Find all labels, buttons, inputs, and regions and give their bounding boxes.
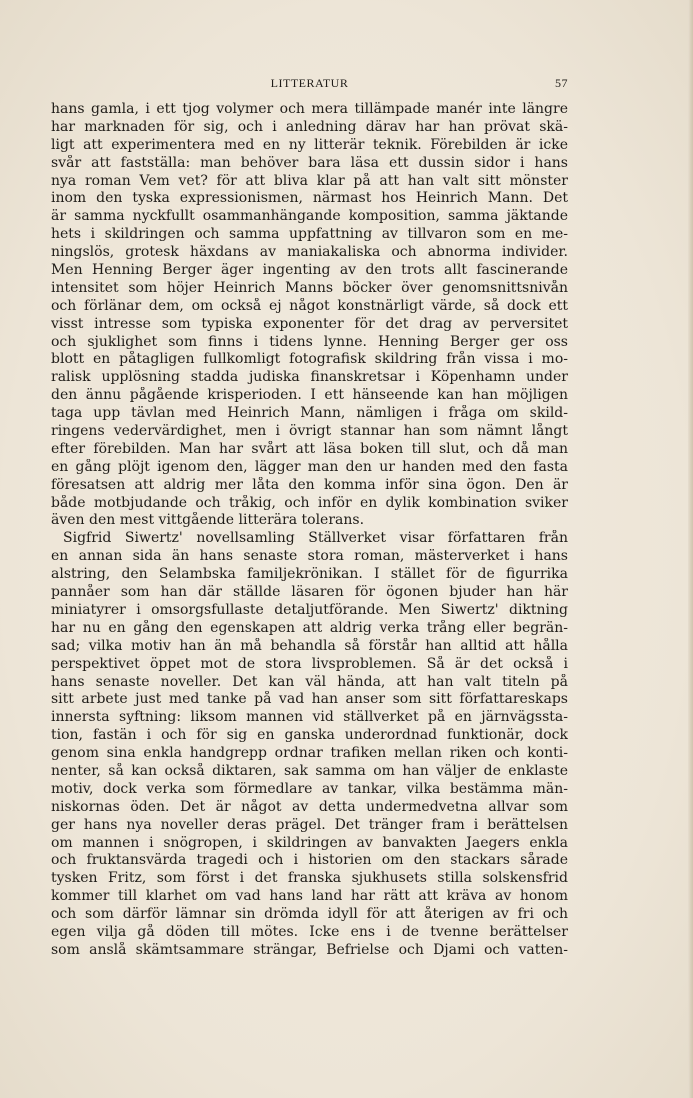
text-line: intensitet som höjer Heinrich Manns böcker över genomsnittsnivån [51, 279, 568, 296]
text-line: och som därför lämnar sin drömda idyll för att återigen av fri och [51, 906, 568, 923]
text-line: som anslå skämtsammare strängar, Befrielse och Djami och vatten- [51, 941, 568, 958]
text-line: hans gamla, i ett tjog volymer och mera tillämpade manér inte längre [51, 101, 568, 117]
page-number: 57 [555, 76, 568, 90]
paragraph-end-line: även den mest vittgående litterära tolerans. [51, 512, 365, 529]
text-line: om mannen i snögropen, i skildringen av banvakten Jaegers enkla [51, 834, 568, 851]
text-line: hets i skildringen och samma uppfattning av tillvaron som en me- [51, 226, 568, 243]
text-line: ligt att experimentera med en ny litterär teknik. Förebilden är icke [51, 136, 568, 153]
text-line: genom sina enkla handgrepp ordnar trafiken mellan riken och konti- [51, 745, 568, 762]
text-line: en gång plöjt igenom den, lägger man den ur handen med den fasta [51, 458, 568, 475]
text-line: blott en påtagligen fullkomligt fotografisk skildring från vissa i mo- [51, 351, 568, 368]
text-line: har marknaden för sig, och i anledning därav har han prövat skä- [51, 118, 568, 135]
text-line: taga upp tävlan med Heinrich Mann, nämligen i fråga om skild- [51, 405, 568, 422]
text-line: den ännu pågående krisperioden. I ett hänseende kan han möjligen [51, 387, 568, 404]
text-line: och fruktansvärda tragedi och i historien om den stackars sårade [51, 852, 568, 869]
running-title: LITTERATUR [270, 76, 349, 90]
text-line: kommer till klarhet om vad hans land har rätt att kräva av honom [51, 888, 568, 905]
text-line: ger hans nya noveller deras prägel. Det tränger fram i berättelsen [51, 816, 568, 833]
text-line: alstring, den Selambska familjekrönikan. I stället för de figurrika [51, 566, 568, 583]
text-line: hans senaste noveller. Det kan väl hända, att han valt titeln på [51, 673, 568, 690]
text-line: pannåer som han där ställde läsaren för ögonen bjuder han här [51, 584, 568, 601]
text-line: ringens vedervärdighet, men i övrigt stannar han som nämnt långt [51, 423, 568, 440]
text-line: och sjuklighet som finns i tidens lynne. Henning Berger ger oss [51, 333, 568, 350]
text-line: är samma nyckfullt osammanhängande komposition, samma jäktande [51, 208, 568, 225]
text-line: och förlänar dem, om också ej något konstnärligt värde, så dock ett [51, 297, 568, 314]
page-edge [688, 0, 693, 1098]
text-line: inom den tyska expressionismen, närmast hos Heinrich Mann. Det [51, 190, 568, 207]
text-line: tysken Fritz, som först i det franska sjukhusets stilla solskensfrid [51, 870, 568, 887]
text-line: ningslös, grotesk häxdans av maniakaliska och abnorma individer. [51, 244, 568, 261]
text-line: föresatsen att aldrig mer låta den komma inför sina ögon. Den är [51, 476, 568, 493]
text-line: miniatyrer i omsorgsfullaste detaljutförande. Men Siwertz' diktning [51, 601, 568, 618]
text-line: har nu en gång den egenskapen att aldrig verka trång eller begrän- [51, 619, 568, 636]
text-line: ralisk upplösning stadda judiska finanskretsar i Köpenhamn under [51, 369, 568, 386]
text-line: motiv, dock verka som förmedlare av tankar, vilka bestämma män- [51, 780, 568, 797]
text-line: svår att fastställa: man behöver bara läsa ett dussin sidor i hans [51, 154, 568, 171]
text-line: efter förebilden. Man har svårt att läsa boken till slut, och då man [51, 440, 568, 457]
text-line: innersta syftning: liksom mannen vid ställverket på en järnvägssta- [51, 709, 568, 726]
text-line: perspektivet öppet mot de stora livsproblemen. Så är det också i [51, 655, 568, 672]
paragraph-start-line: Sigfrid Siwertz' novellsamling Ställverket visar författaren från [63, 530, 568, 547]
text-line: visst intresse som typiska exponenter för det drag av perversitet [51, 315, 568, 332]
text-line: niskornas öden. Det är något av detta undermedvetna allvar som [51, 798, 568, 815]
text-line: sitt arbete just med tanke på vad han anser som sitt författareskaps [51, 691, 568, 708]
text-line: egen vilja gå döden till mötes. Icke ens i de tvenne berättelser [51, 923, 568, 940]
text-line: nya roman Vem vet? för att bliva klar på att han valt sitt mönster [51, 172, 568, 189]
text-line: tion, fastän i och för sig en ganska underordnad funktionär, dock [51, 727, 568, 744]
text-line: nenter, så kan också diktaren, sak samma om han väljer de enklaste [51, 762, 568, 779]
text-line: både motbjudande och tråkig, och inför en dylik kombination sviker [51, 494, 568, 511]
running-head [51, 76, 568, 92]
text-line: sad; vilka motiv han än må behandla så förstår han alltid att hålla [51, 637, 568, 654]
text-body [51, 101, 568, 960]
text-line: Men Henning Berger äger ingenting av den trots allt fascinerande [51, 262, 568, 279]
text-line: en annan sida än hans senaste stora roman, mästerverket i hans [51, 548, 568, 565]
